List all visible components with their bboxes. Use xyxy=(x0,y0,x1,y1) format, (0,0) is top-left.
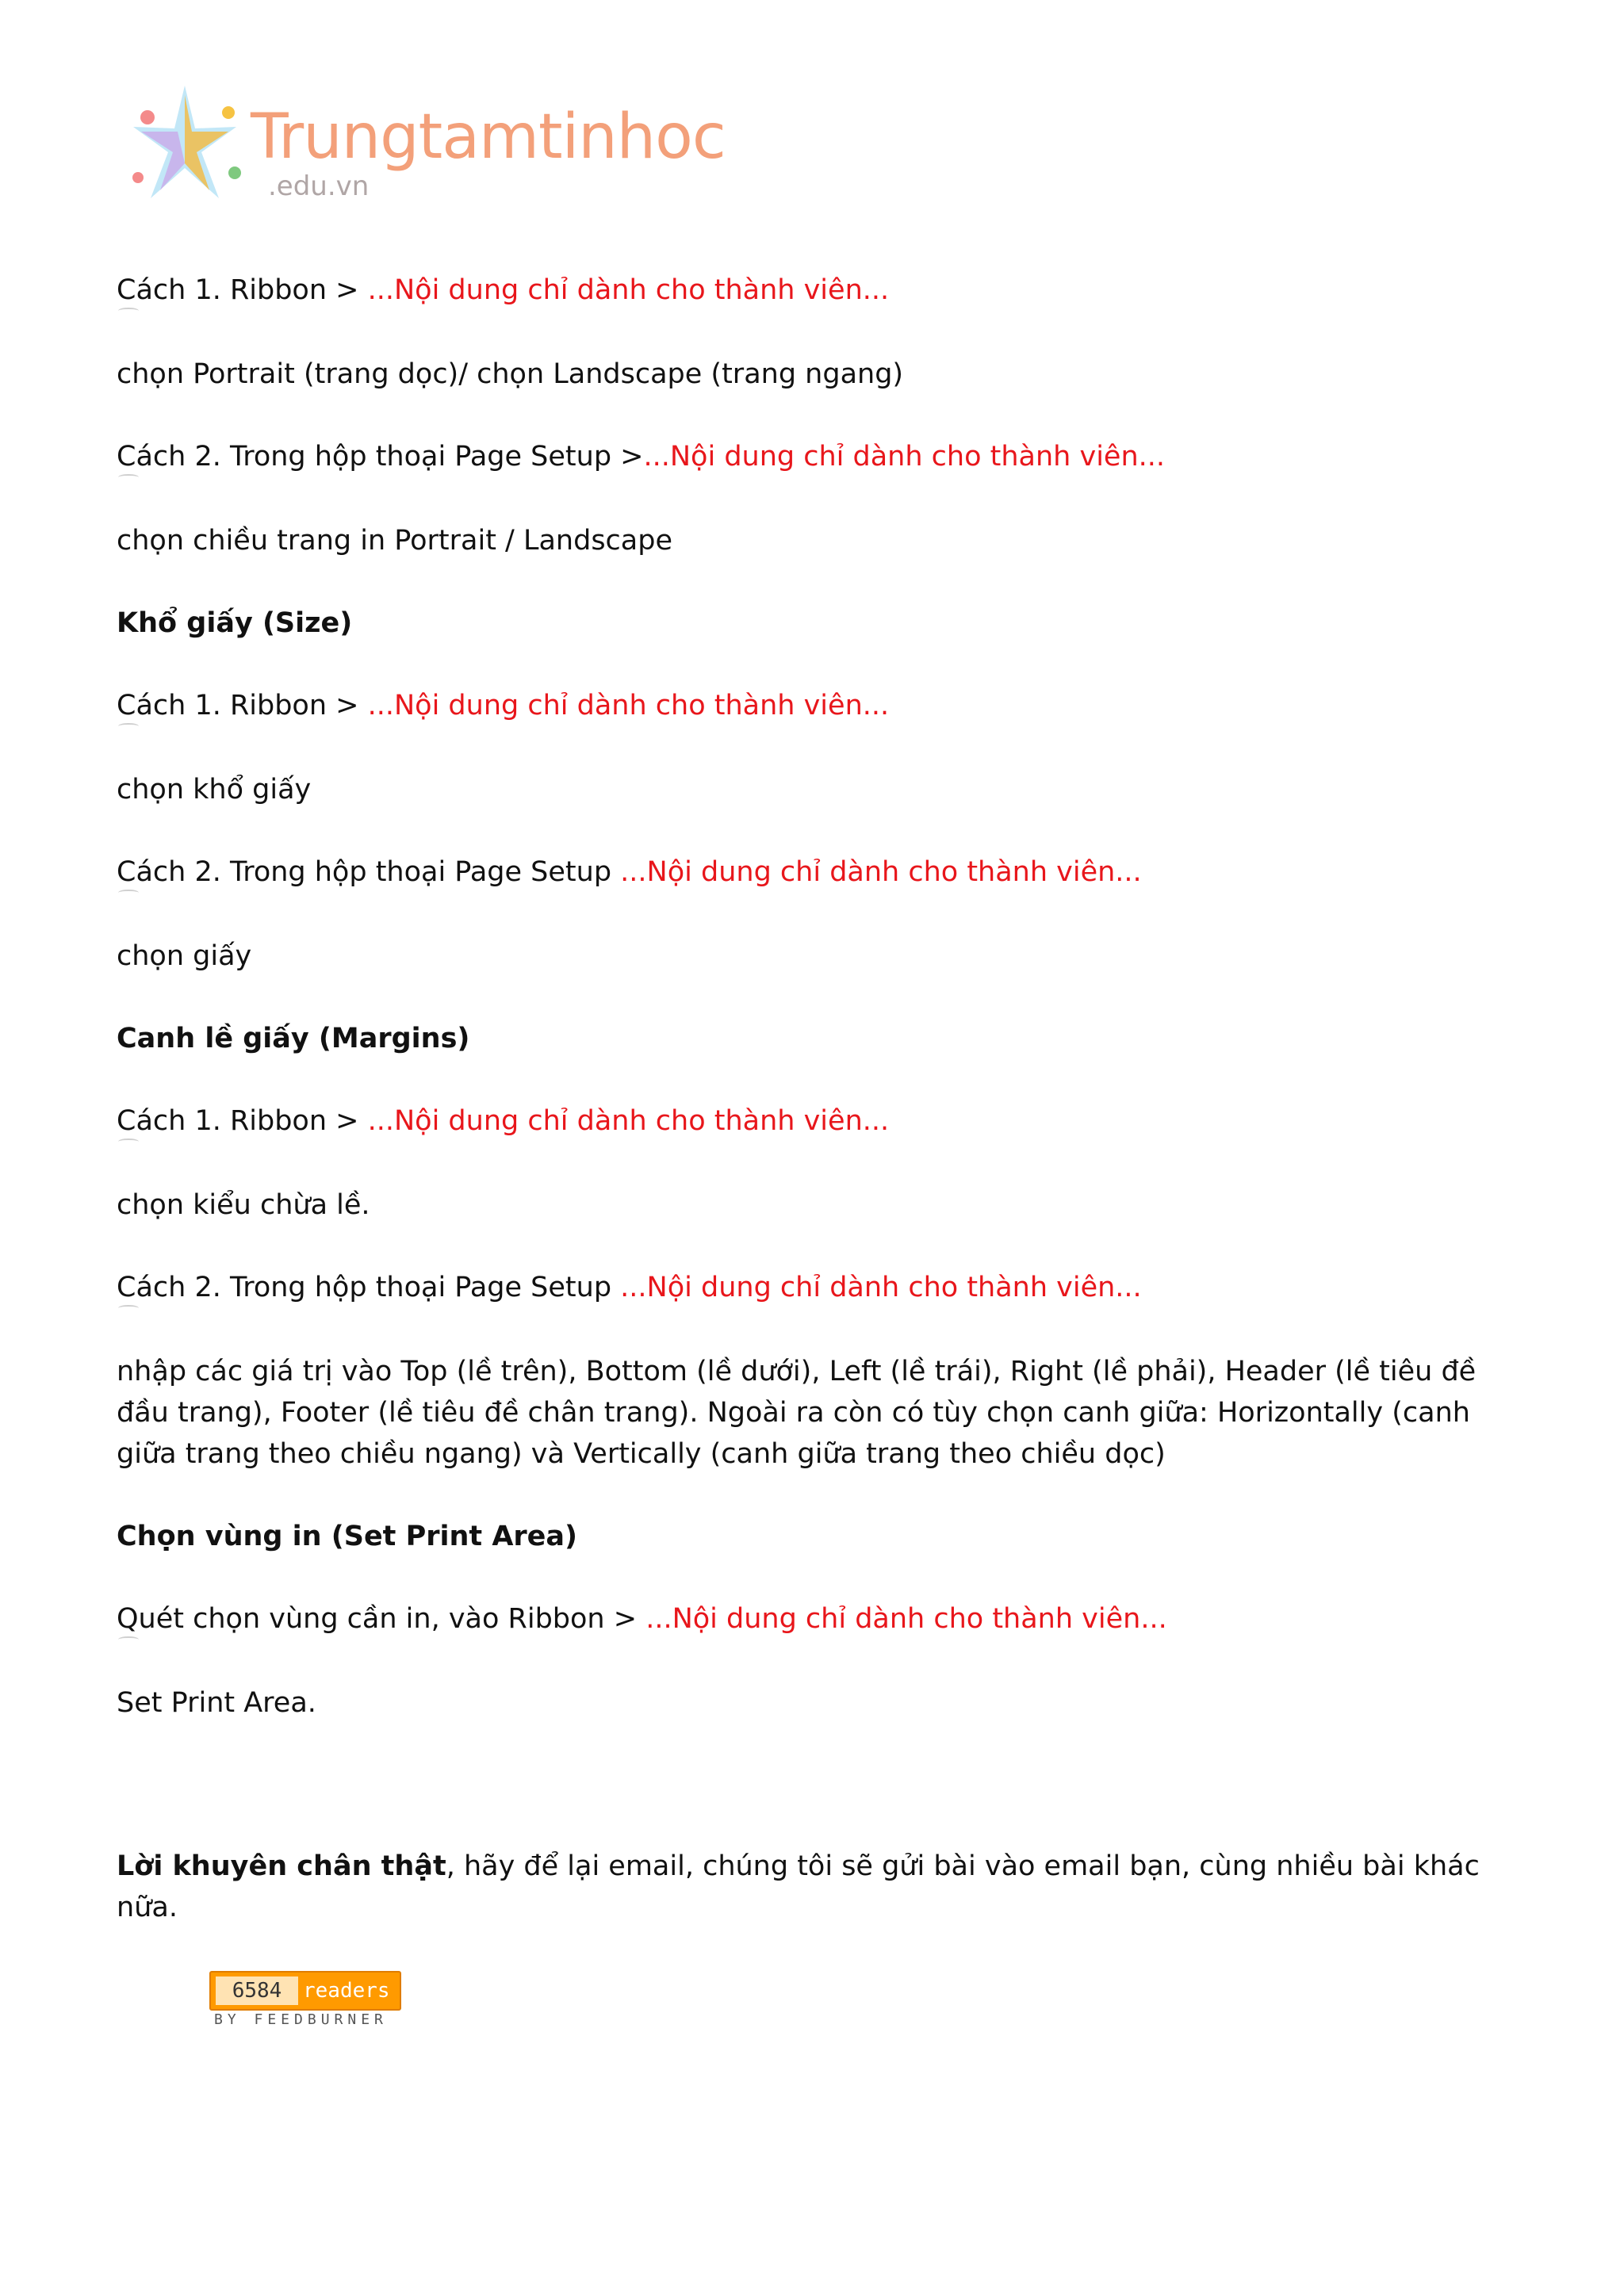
section-heading-print-area: Chọn vùng in (Set Print Area) xyxy=(117,1521,578,1552)
badge-by-feedburner: BY FEEDBURNER xyxy=(214,2011,388,2028)
method-label: Cách 2. Trong hộp thoại Page Setup xyxy=(117,1272,621,1303)
member-only-link[interactable]: ...Nội dung chỉ dành cho thành viên... xyxy=(367,1105,890,1137)
reader-label: readers xyxy=(303,1979,390,2003)
link-underline-mark xyxy=(118,723,139,729)
member-only-link[interactable]: ...Nội dung chỉ dành cho thành viên... xyxy=(643,441,1166,473)
paragraph-margins-detail: nhập các giá trị vào Top (lề trên), Bottom (lề dưới), Left (lề trái), Right (lề phải), Header (lề tiêu đề đầu trang), Footer (lề tiêu đề chân trang). Ngoài ra còn có tùy chọn canh giữa: Horizontally (canh giữa trang theo chiều ngang) và Vertically (canh giữa trang theo chiều dọc) xyxy=(117,1356,1477,1470)
member-only-link[interactable]: ...Nội dung chỉ dành cho thành viên... xyxy=(645,1603,1167,1635)
section-heading-size: Khổ giấy (Size) xyxy=(117,607,353,639)
method-label: Quét chọn vùng cần in, vào Ribbon > xyxy=(117,1603,646,1635)
paragraph-2: chọn Portrait (trang dọc)/ chọn Landscape (trang ngang) xyxy=(117,358,904,390)
link-underline-mark xyxy=(118,1636,139,1643)
method-label: Cách 1. Ribbon > xyxy=(117,274,368,306)
method-label: Cách 1. Ribbon > xyxy=(117,690,368,721)
member-only-link[interactable]: ...Nội dung chỉ dành cho thành viên... xyxy=(620,856,1142,888)
link-underline-mark xyxy=(118,1305,139,1311)
paragraph-9: chọn giấy xyxy=(117,940,252,972)
link-underline-mark xyxy=(118,308,139,314)
link-underline-mark xyxy=(118,474,139,480)
paragraph-11 xyxy=(117,1100,889,1142)
paragraph-3 xyxy=(117,436,1165,477)
paragraph-8 xyxy=(117,851,1142,893)
paragraph-1 xyxy=(117,270,889,311)
logo-name: Trungtamtinhoc xyxy=(251,101,726,173)
advice-bold: Lời khuyên chân thật xyxy=(117,1850,446,1882)
advice-paragraph xyxy=(117,1846,1512,1928)
paragraph-12: chọn kiểu chừa lề. xyxy=(117,1189,370,1221)
paragraph-6 xyxy=(117,685,889,726)
paragraph-17: Set Print Area. xyxy=(117,1687,316,1719)
method-label: Cách 1. Ribbon > xyxy=(117,1105,368,1137)
paragraph-16 xyxy=(117,1598,1167,1640)
badge-box xyxy=(209,1971,401,2011)
method-label: Cách 2. Trong hộp thoại Page Setup xyxy=(117,856,621,888)
method-label: Cách 2. Trong hộp thoại Page Setup > xyxy=(117,441,644,473)
logo-domain: .edu.vn xyxy=(268,170,370,202)
link-underline-mark xyxy=(118,890,139,896)
advice-text: , hãy để lại email, chúng tôi sẽ gửi bài vào email bạn, cùng nhiều bài khác nữa. xyxy=(117,1850,1480,1923)
paragraph-7: chọn khổ giấy xyxy=(117,774,312,806)
paragraph-13 xyxy=(117,1267,1142,1308)
member-only-link[interactable]: ...Nội dung chỉ dành cho thành viên... xyxy=(367,690,890,721)
star-logo-icon xyxy=(117,79,252,214)
feedburner-badge[interactable] xyxy=(209,1971,401,2030)
paragraph-4: chọn chiều trang in Portrait / Landscape xyxy=(117,525,672,557)
site-logo[interactable] xyxy=(117,79,726,214)
reader-count: 6584 xyxy=(216,1976,298,2005)
link-underline-mark xyxy=(118,1138,139,1145)
member-only-link[interactable]: ...Nội dung chỉ dành cho thành viên... xyxy=(620,1272,1142,1303)
section-heading-margins: Canh lề giấy (Margins) xyxy=(117,1023,470,1054)
member-only-link[interactable]: ...Nội dung chỉ dành cho thành viên... xyxy=(367,274,890,306)
